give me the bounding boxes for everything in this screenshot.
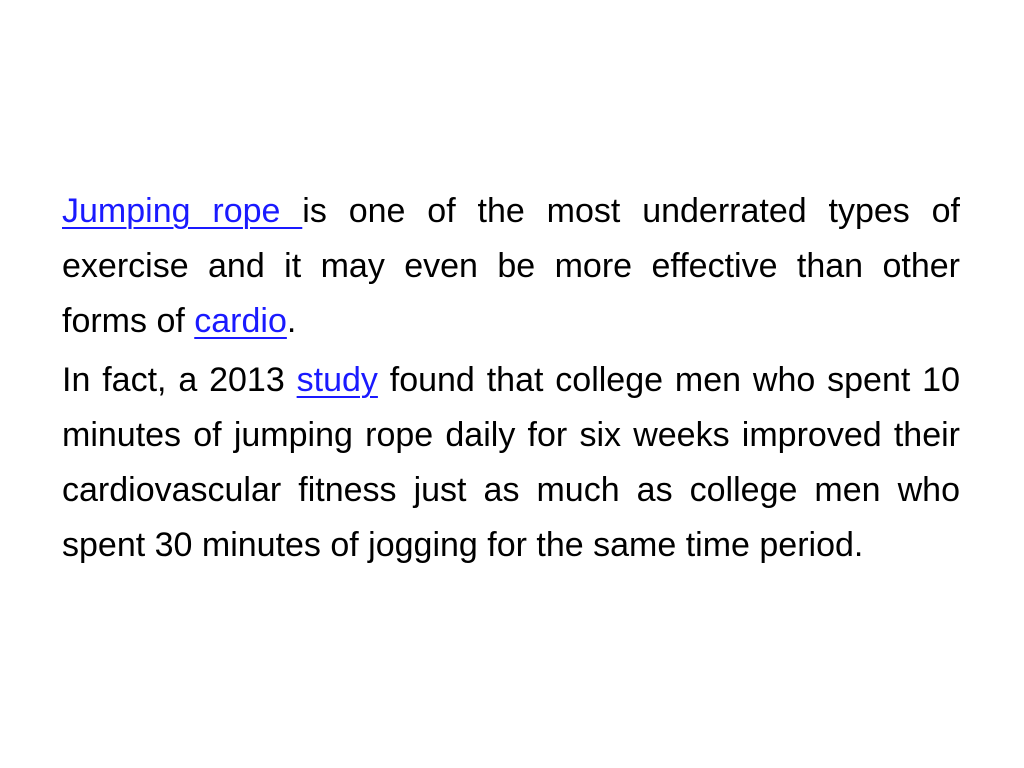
paragraph-2-intro: In fact, a 2013 (62, 361, 297, 399)
paragraph-1-text: is one of the most underrated types of exercise and it may even be more effective than other forms of (62, 192, 960, 340)
slide-body (62, 184, 960, 577)
cardio-link[interactable]: cardio (194, 302, 287, 340)
study-link[interactable]: study (296, 361, 378, 399)
paragraph-study (62, 353, 960, 573)
paragraph-1-period: . (286, 302, 297, 340)
paragraph-jumping-rope (62, 184, 960, 349)
jumping-rope-link[interactable]: Jumping rope (62, 192, 303, 230)
paragraph-2-text: found that college men who spent 10 minutes of jumping rope daily for six weeks improved their cardiovascular fitness just as much as college men who spent 30 minutes of jogging for the same time period. (62, 361, 961, 564)
